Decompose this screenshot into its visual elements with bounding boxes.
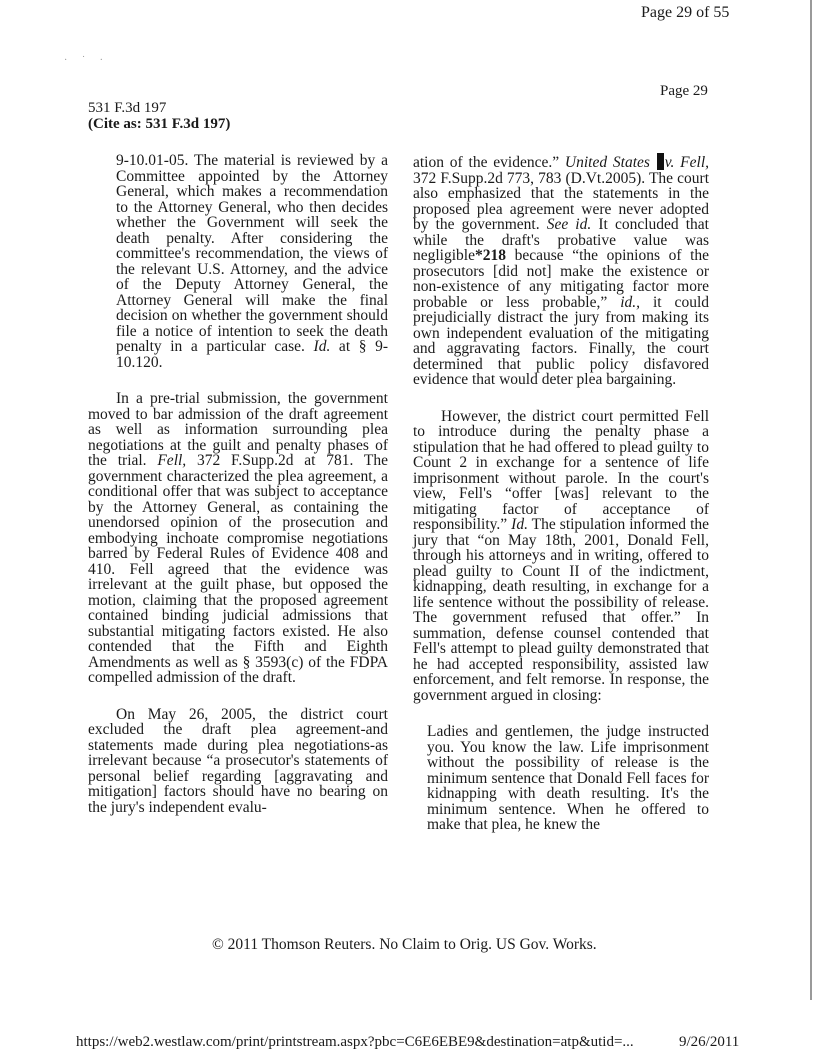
block-quote-text: 9-10.01-05. The material is reviewed by a Committee appointed by the Attorney General, which makes a recommendation to the Attorney General, who then decides whether the Government will seek the death penalty. After considering the committee's recommendation, the views of the relevant U.S. Attorney, and the advice of the Deputy Attorney General, the Attorney General will make the final decision on whether the government should file a notice of intention to seek the death penalty in a particular case.: [116, 152, 388, 355]
court-emphasis-paragraph: ation of the evidence.” United States v. Fell, 372 F.Supp.2d 773, 783 (D.Vt.2005). The court also emphasized that the statements in the proposed plea agreement were never adopted by the government. See id. It concluded that while the draft's probative value was negligible*218 because “the opinions of the prosecutors [did not] make the existence or non-existence of any mitigating factor more probable or less probable,” id., it could prejudicially distract the jury from making its own independent evaluation of the mitigating and aggravating factors. Finally, the court determined that public policy disfavored evidence that would deter plea bargaining.: [413, 154, 710, 388]
reporter-cite: 531 F.3d 197: [88, 100, 167, 116]
page-edge-rule: [810, 0, 812, 1000]
left-column: [88, 153, 388, 815]
regulation-block-quote: [88, 153, 388, 370]
right-column: [413, 153, 709, 833]
id-cite: Id.: [313, 338, 331, 355]
case-name: Fell,: [157, 452, 187, 469]
document-page-number: Page 29: [660, 83, 708, 99]
see-id-cite: See id.: [546, 216, 592, 233]
footer-url: https://web2.westlaw.com/print/printstream.aspx?pbc=C6E6EBE9&destination=atp&utid=...: [76, 1034, 634, 1050]
exclusion-paragraph: On May 26, 2005, the district court excluded the draft plea agreement-and statements made during plea negotiations-as irrelevant because “a prosecutor's statements of personal belief regarding [aggravating and mitigation] factors should have no bearing on the jury's independent evalu-: [88, 705, 388, 816]
stipulation-paragraph: However, the district court permitted Fell to introduce during the penalty phase a stipulation that he had offered to plead guilty to Count 2 in exchange for a sentence of life imprisonment without parole. In the court's view, Fell's “offer [was] relevant to the mitigating factor of acceptance of responsibility.” Id. The stipulation informed the jury that “on May 18th, 2001, Donald Fell, through his attorneys and in writing, offered to plead guilty to Count II of the indictment, kidnapping, death resulting, in exchange for a life sentence without the possibility of release. The government refused that offer.” In summation, defense counsel contended that Fell's attempt to plead guilty demonstrated that he had accepted responsibility, assisted law enforcement, and felt remorse. In response, the government argued in closing:: [413, 407, 710, 704]
case-name: Fell,: [680, 154, 710, 171]
id-cite: id.,: [620, 293, 641, 311]
case-name: United States: [564, 154, 650, 171]
text-cursor-mark: [657, 153, 664, 170]
closing-argument-quote: Ladies and gentlemen, the judge instructed you. You know the law. Life imprisonment without the possibility of release is the minimum sentence that Donald Fell faces for kidnapping with death resulting. It's the minimum sentence. When he offered to make that plea, he knew the: [427, 723, 709, 833]
citation-header: [88, 100, 230, 132]
browser-page-number: Page 29 of 55: [641, 4, 730, 21]
id-cite: Id.: [511, 516, 528, 533]
copyright-notice: © 2011 Thomson Reuters. No Claim to Orig. US Gov. Works.: [212, 936, 597, 953]
footer-date: 9/26/2011: [679, 1034, 740, 1050]
pretrial-paragraph: In a pre-trial submission, the government moved to bar admission of the draft agreement as well as information surrounding plea negotiations at the guilt and penalty phases of the trial. Fell, 372 F.Supp.2d at 781. The government characterized the plea agreement, a conditional offer that was subject to acceptance by the Attorney General, as containing the unendorsed opinion of the prosecution and embodying inchoate compromise negotiations barred by Federal Rules of Evidence 408 and 410. Fell agreed that the evidence was irrelevant at the guilt phase, but opposed the motion, claiming that the proposed agreement contained binding judicial admissions that substantial mitigating factors existed. He also contended that the Fifth and Eighth Amendments as well as § 3593(c) of the FDPA compelled admission of the draft.: [88, 390, 388, 686]
scan-specks: · ˙ ·: [64, 55, 109, 66]
star-page: *218: [475, 247, 506, 264]
section-cite: at § 9-10.120.: [116, 338, 388, 371]
cite-as: (Cite as: 531 F.3d 197): [88, 116, 231, 132]
